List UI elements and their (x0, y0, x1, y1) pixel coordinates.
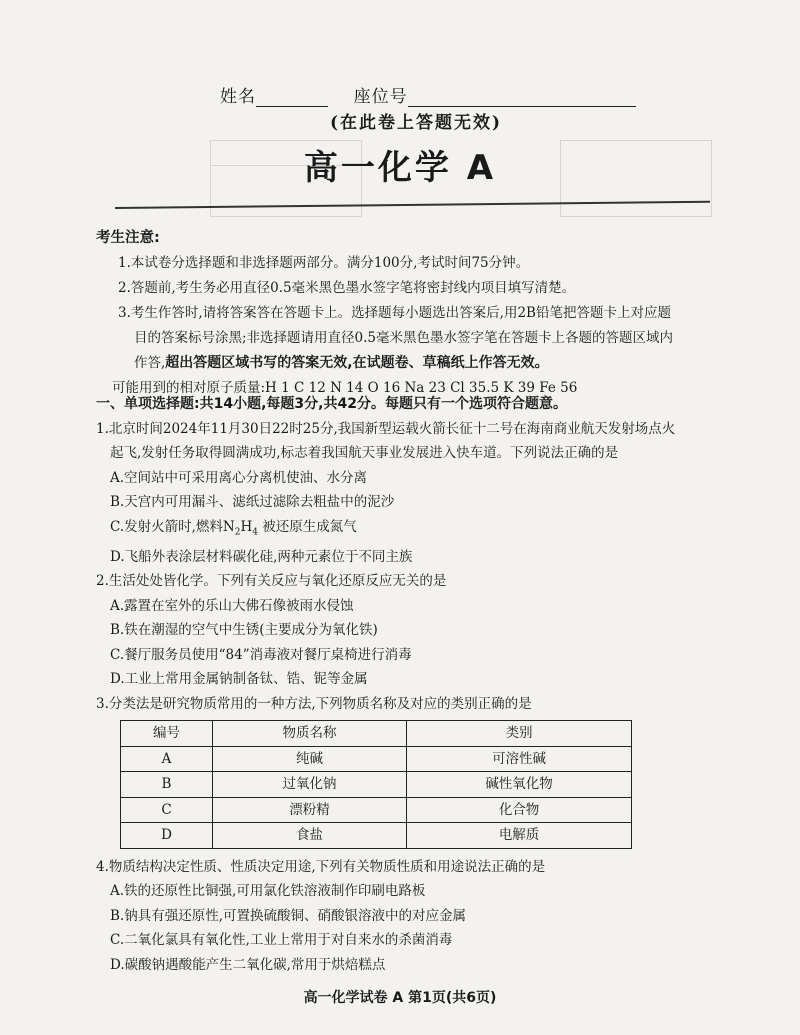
page-footer: 高一化学试卷 A 第1页(共6页) (303, 990, 497, 1006)
table-row (121, 746, 632, 772)
notice-heading: 考生注意: (96, 230, 160, 246)
table-header: 物质名称 (212, 721, 406, 747)
notice-item-cont (96, 351, 736, 376)
seat-label: 座位号 (353, 87, 408, 107)
option-d: D.工业上常用金属钠制备钛、锆、铌等金属 (110, 671, 368, 688)
question-stem-cont: 起飞,发射任务取得圆满成功,标志着我国航天事业发展进入快车道。下列说法正确的是 (110, 445, 619, 461)
option-c: C.餐厅服务员使用“84”消毒液对餐厅桌椅进行消毒 (110, 646, 412, 663)
question-1 (96, 417, 736, 570)
table-row (121, 797, 632, 823)
option-b: B.钠具有强还原性,可置换硫酸铜、硝酸银溶液中的对应金属 (110, 907, 467, 924)
notice-item: 1.本试卷分选择题和非选择题两部分。满分100分,考试时间75分钟。 (118, 255, 530, 271)
invalid-note: (在此卷上答题无效) (330, 113, 503, 133)
table-cell: C (121, 797, 213, 823)
seat-blank (408, 88, 636, 107)
question-stem: 1.北京时间2024年11月30日22时25分,我国新型运载火箭长征十二号在海南商业航天发射场点火 (96, 420, 676, 437)
name-seat-line (220, 82, 636, 107)
notice-text: 作答, (134, 355, 166, 371)
table-cell: 食盐 (212, 823, 406, 849)
table-row (121, 772, 632, 798)
table-cell: 化合物 (407, 797, 632, 823)
question-stem: 2.生活处处皆化学。下列有关反应与氧化还原反应无关的是 (96, 573, 447, 590)
option-b: B.铁在潮湿的空气中生锈(主要成分为氧化铁) (110, 622, 378, 639)
table-row (121, 823, 632, 849)
question-stem: 4.物质结构决定性质、性质决定用途,下列有关物质性质和用途说法正确的是 (96, 858, 546, 875)
option-a: A.空间站中可采用离心分离机使油、水分离 (110, 469, 368, 486)
option-c: C.二氧化氯具有氧化性,工业上常用于对自来水的杀菌消毒 (110, 932, 453, 949)
option-d: D.飞船外表涂层材料碳化硅,两种元素位于不同主族 (110, 548, 413, 565)
question-stem: 3.分类法是研究物质常用的一种方法,下列物质名称及对应的类别正确的是 (96, 695, 532, 712)
table-cell: 电解质 (407, 823, 632, 849)
option-c (96, 515, 736, 545)
subscript: 4 (252, 527, 258, 538)
option-text: C.发射火箭时,燃料N (110, 518, 235, 535)
table-cell: 过氧化钠 (212, 772, 406, 798)
page-title: 高一化学 A (303, 148, 497, 188)
notice-block (96, 226, 736, 401)
notice-item: 3.考生作答时,请将答案答在答题卡上。选择题每小题选出答案后,用2B铅笔把答题卡上对应题 (118, 305, 671, 321)
table-cell: 碱性氧化物 (407, 772, 632, 798)
option-a: A.露置在室外的乐山大佛石像被雨水侵蚀 (110, 597, 354, 614)
table-cell: B (121, 772, 213, 798)
option-text: 被还原生成氮气 (262, 518, 357, 535)
option-b: B.天宫内可用漏斗、滤纸过滤除去粗盐中的泥沙 (110, 494, 395, 510)
notice-item: 2.答题前,考生务必用直径0.5毫米黑色墨水签字笔将密封线内项目填写清楚。 (118, 280, 576, 296)
notice-item-cont: 目的答案标号涂黑;非选择题请用直径0.5毫米黑色墨水签字笔在答题卡上各题的答题区域内 (134, 330, 674, 346)
question-4 (96, 855, 736, 978)
option-d: D.碳酸钠遇酸能产生二氧化碳,常用于烘焙糕点 (110, 956, 386, 973)
table-cell: D (121, 823, 213, 849)
name-blank (256, 88, 328, 107)
table-cell: A (121, 746, 213, 772)
option-text: H (240, 518, 253, 535)
question-3 (96, 692, 736, 849)
notice-bold-warning: 超出答题区域书写的答案无效,在试题卷、草稿纸上作答无效。 (165, 355, 549, 371)
table-cell: 漂粉精 (212, 797, 406, 823)
option-a: A.铁的还原性比铜强,可用氯化铁溶液制作印刷电路板 (110, 883, 426, 900)
subscript: 2 (234, 527, 241, 538)
table-header: 编号 (121, 721, 213, 747)
question-2 (96, 569, 736, 692)
classification-table (120, 720, 632, 849)
table-header-row (121, 721, 632, 747)
table-header: 类别 (407, 721, 632, 747)
table-cell: 纯碱 (212, 746, 406, 772)
name-label: 姓名 (220, 87, 256, 107)
atomic-masses: 可能用到的相对原子质量:H 1 C 12 N 14 O 16 Na 23 Cl 35.5 K 39 Fe 56 (112, 380, 578, 396)
section-single-choice (96, 392, 736, 977)
table-cell: 可溶性碱 (407, 746, 632, 772)
section-heading: 一、单项选择题:共14小题,每题3分,共42分。每题只有一个选项符合题意。 (96, 396, 567, 412)
exam-header (0, 0, 800, 220)
